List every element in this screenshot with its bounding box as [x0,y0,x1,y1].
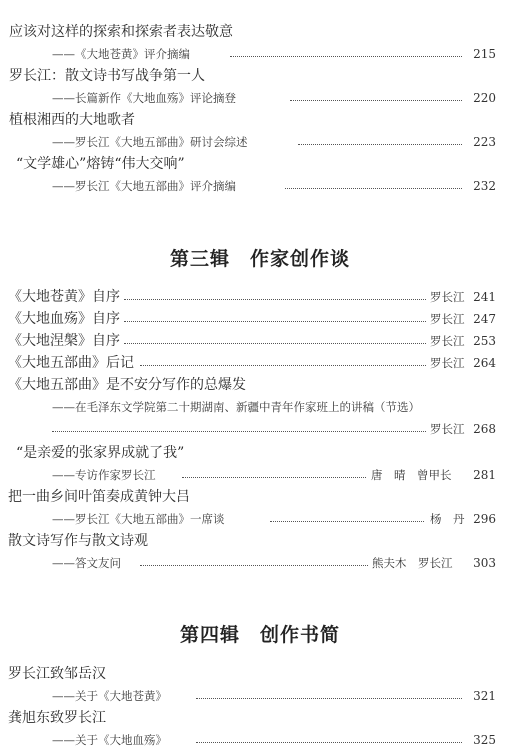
toc-entry-sub-line [0,463,520,487]
toc-entry-line [0,329,520,353]
toc-entry-line [0,285,520,309]
entry-title: 龚旭东致罗长江 [8,710,106,726]
entry-subtitle: ——专访作家罗长江 [52,468,156,482]
toc-entry-title-line [0,706,520,730]
dot-leader [285,188,462,189]
page-number: 215 [473,47,496,61]
page-number: 247 [473,312,496,326]
toc-entry-title-line [0,662,520,686]
toc-entry-sub-line [0,551,520,575]
toc-entry-line [0,307,520,331]
entry-author: 罗长江 [430,312,465,326]
dot-leader [52,431,426,432]
dot-leader [230,56,462,57]
entry-title: “文学雄心”熔铸“伟大交响” [16,156,185,172]
entry-title: 罗长江：散文诗书写战争第一人 [9,68,205,84]
toc-entry-sub-line [0,42,520,66]
toc-entry-sub-line [0,130,520,154]
entry-subtitle: ——长篇新作《大地血殇》评论摘登 [52,91,236,105]
entry-title: 《大地血殇》自序 [8,311,120,327]
entry-subtitle: ——关于《大地苍黄》 [52,689,167,703]
dot-leader [196,698,462,699]
dot-leader [196,742,462,743]
page-number: 303 [473,556,496,570]
toc-entry-title-line [0,20,520,44]
page-number: 241 [473,290,496,304]
entry-title: 《大地五部曲》是不安分写作的总爆发 [8,377,246,393]
entry-author: 罗长江 [430,290,465,304]
toc-entry-author-line [0,417,520,441]
section-heading: 第三辑 作家创作谈 [169,248,350,270]
toc-entry-sub-line [0,174,520,198]
toc-entry-sub-line [0,395,520,419]
dot-leader [298,144,462,145]
page-number: 264 [473,356,496,370]
entry-title: “是亲爱的张家界成就了我” [16,445,185,461]
entry-title: 植根湘西的大地歌者 [9,112,135,128]
toc-entry-sub-line [0,507,520,531]
dot-leader [140,365,426,366]
dot-leader [124,299,426,300]
dot-leader [124,321,426,322]
entry-author: 熊夫木 罗长江 [372,556,453,570]
entry-title: 《大地苍黄》自序 [8,289,120,305]
toc-entry-title-line [0,441,520,465]
page-number: 232 [473,179,496,193]
dot-leader [124,343,426,344]
entry-title: 《大地涅槃》自序 [8,333,120,349]
entry-author: 杨 丹 [430,512,465,526]
entry-title: 罗长江致邹岳汉 [8,666,106,682]
entry-subtitle: ——《大地苍黄》评介摘编 [52,47,190,61]
dot-leader [290,100,462,101]
entry-subtitle: ——罗长江《大地五部曲》一席谈 [52,512,225,526]
page-number: 321 [473,689,496,703]
entry-title: 把一曲乡间叶笛奏成黄钟大吕 [8,489,190,505]
entry-title: 应该对这样的探索和探索者表达敬意 [9,24,233,40]
dot-leader [140,565,368,566]
entry-subtitle: ——在毛泽东文学院第二十期湖南、新疆中青年作家班上的讲稿（节选） [52,400,420,414]
toc-entry-title-line [0,108,520,132]
entry-author: 罗长江 [430,334,465,348]
entry-title: 《大地五部曲》后记 [8,355,134,371]
section-heading: 第四辑 创作书简 [179,624,340,646]
entry-subtitle: ——关于《大地血殇》 [52,733,167,747]
toc-entry-sub-line [0,728,520,752]
page-number: 281 [473,468,496,482]
toc-entry-title-line [0,64,520,88]
page-number: 253 [473,334,496,348]
entry-author: 唐 晴 曾甲长 [371,468,452,482]
page-number: 296 [473,512,496,526]
entry-subtitle: ——罗长江《大地五部曲》研讨会综述 [52,135,248,149]
toc-entry-title-line [0,152,520,176]
toc-entry-line [0,351,520,375]
toc-entry-sub-line [0,86,520,110]
dot-leader [270,521,424,522]
toc-entry-title-line [0,529,520,553]
toc-entry-sub-line [0,684,520,708]
toc-entry-title-line [0,373,520,397]
entry-author: 罗长江 [430,422,465,436]
toc-entry-title-line [0,485,520,509]
page-number: 325 [473,733,496,747]
dot-leader [182,477,366,478]
page-number: 220 [473,91,496,105]
entry-subtitle: ——答文友问 [52,556,121,570]
page-number: 268 [473,422,496,436]
page-number: 223 [473,135,496,149]
entry-title: 散文诗写作与散文诗观 [8,533,148,549]
entry-author: 罗长江 [430,356,465,370]
entry-subtitle: ——罗长江《大地五部曲》评介摘编 [52,179,236,193]
